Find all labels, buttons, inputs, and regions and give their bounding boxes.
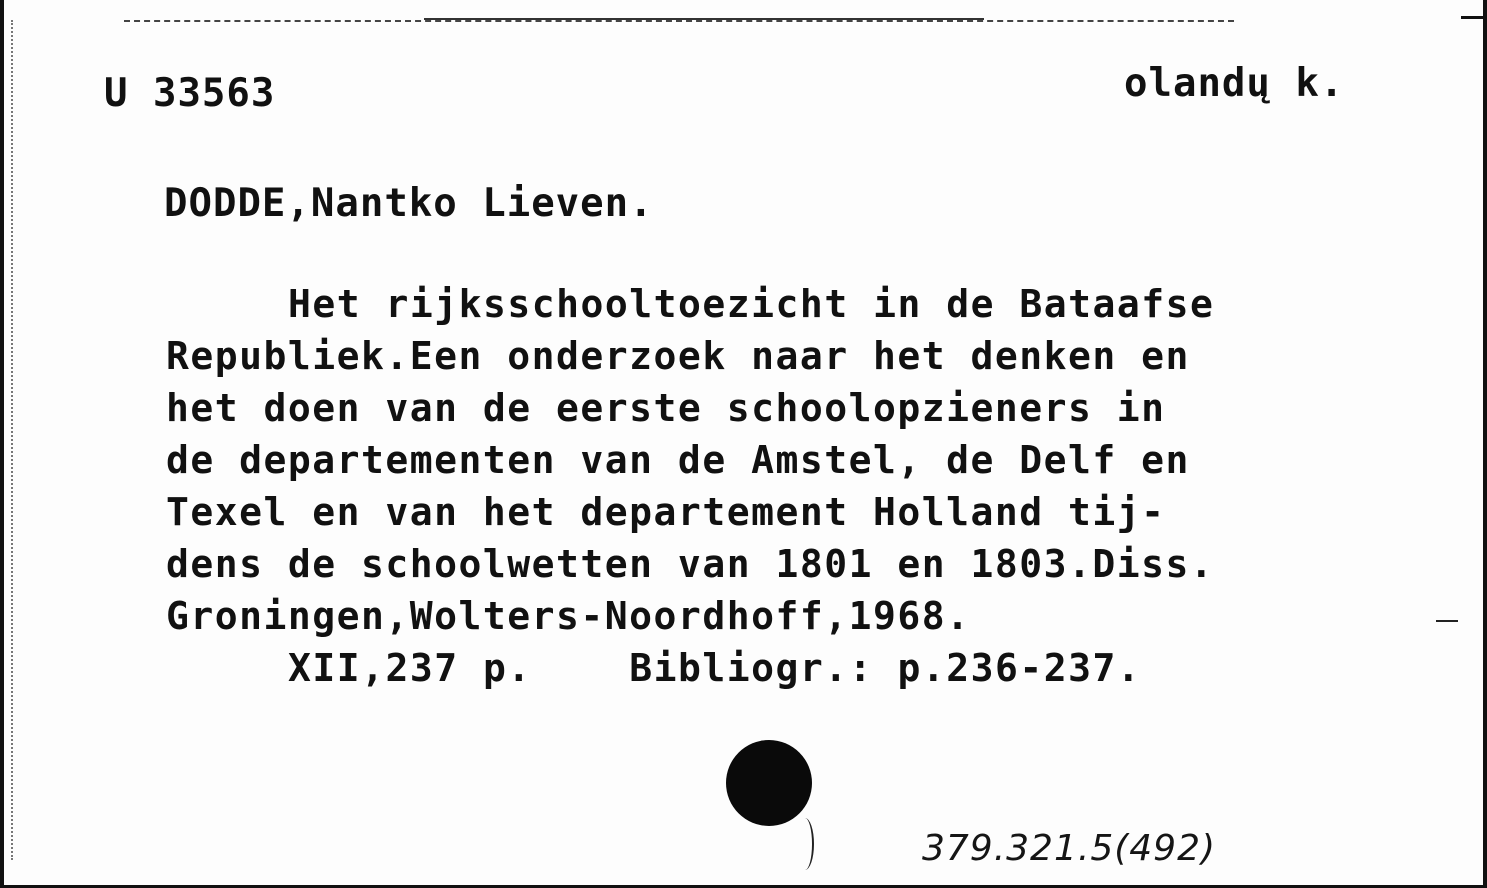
description-line: Het rijksschooltoezicht in de Bataafse: [288, 282, 1215, 326]
language-note: olandų k.: [1124, 61, 1345, 106]
call-number: U 33563: [104, 71, 276, 116]
left-margin-marks: [11, 20, 15, 860]
classification-number: 379.321.5(492): [922, 828, 1217, 869]
margin-dash: [1436, 620, 1458, 622]
description-line: de departementen van de Amstel, de Delf en: [166, 438, 1190, 482]
description-line: Texel en van het departement Holland tij-: [166, 490, 1166, 534]
description-line: Groningen,Wolters-Noordhoff,1968.: [166, 594, 971, 638]
description-line: Republiek.Een onderzoek naar het denken en: [166, 334, 1190, 378]
punch-hole: [726, 740, 812, 826]
top-dashed-rule: [124, 20, 1234, 22]
description-line: het doen van de eerste schoolopzieners in: [166, 386, 1166, 430]
description-line: dens de schoolwetten van 1801 en 1803.Diss.: [166, 542, 1215, 586]
card-corner-notch: [1461, 0, 1483, 19]
bibliographic-description: [166, 278, 1214, 694]
author-heading: DODDE,Nantko Lieven.: [164, 181, 654, 226]
collation-line: XII,237 p. Bibliogr.: p.236-237.: [288, 646, 1142, 690]
punch-mark: [796, 818, 814, 870]
